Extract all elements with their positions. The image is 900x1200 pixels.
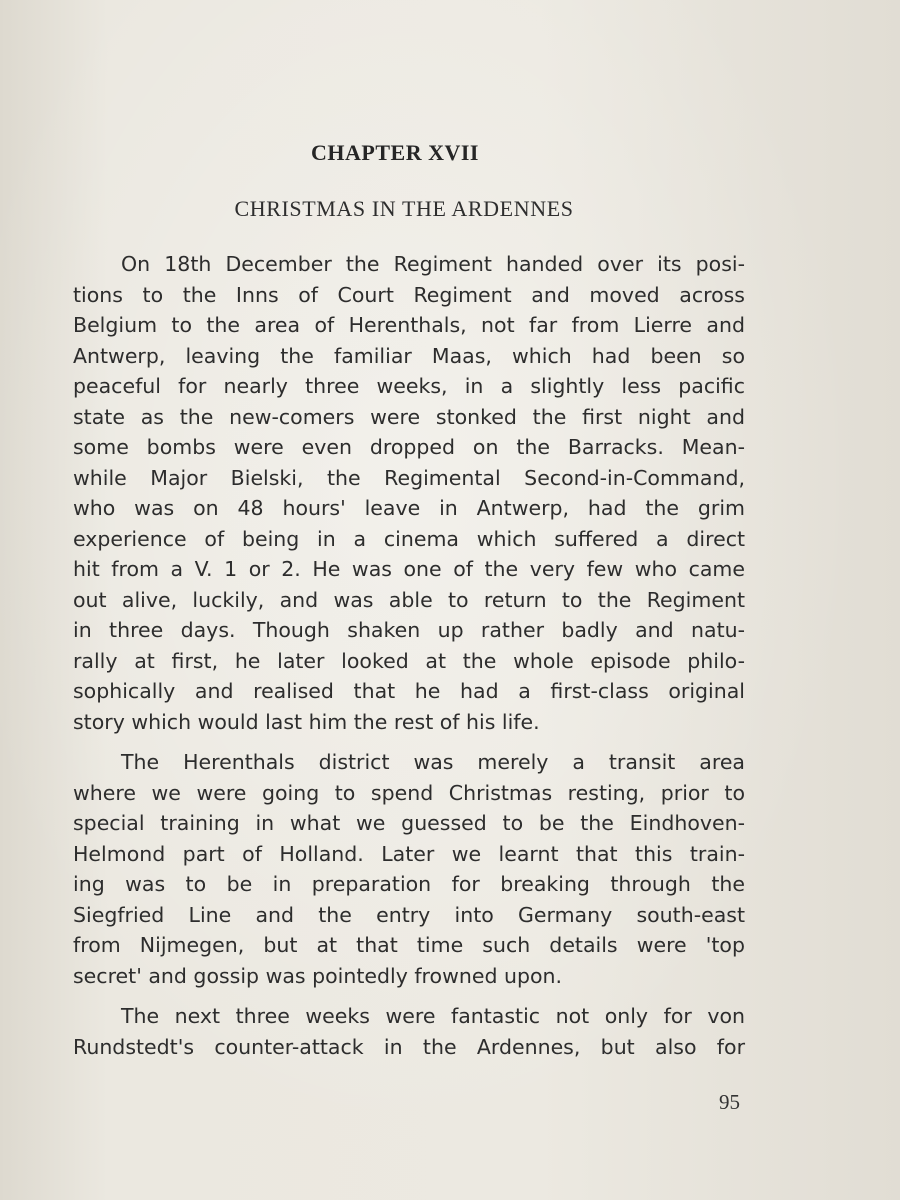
- text-line: sophically and realised that he had a first-class original: [73, 679, 745, 703]
- text-line: while Major Bielski, the Regimental Second-in-Command,: [73, 465, 745, 490]
- text-line: The Herenthals district was merely a transit area: [121, 750, 745, 774]
- paragraph-2: [73, 747, 745, 991]
- text-line: in three days. Though shaken up rather badly and natu-: [73, 618, 745, 642]
- text-line: rally at first, he later looked at the whole episode philo-: [73, 648, 745, 673]
- text-line: where we were going to spend Christmas resting, prior to: [73, 780, 745, 805]
- text-line: Antwerp, leaving the familiar Maas, which had been so: [73, 343, 745, 368]
- chapter-number: CHAPTER XVII: [311, 140, 479, 165]
- text-line: from Nijmegen, but at that time such details were 'top: [73, 933, 745, 957]
- text-line: special training in what we guessed to be the Eindhoven-: [73, 811, 745, 835]
- text-line: On 18th December the Regiment handed over its posi-: [121, 252, 745, 276]
- text-line: peaceful for nearly three weeks, in a slightly less pacific: [73, 374, 745, 398]
- text-line: Siegfried Line and the entry into Germany south-east: [73, 902, 745, 927]
- text-line: Rundstedt's counter-attack in the Ardennes, but also for: [73, 1034, 745, 1059]
- text-line: story which would last him the rest of his life.: [73, 709, 540, 734]
- text-line: some bombs were even dropped on the Barracks. Mean-: [73, 435, 745, 459]
- chapter-title: CHRISTMAS IN THE ARDENNES: [234, 196, 574, 221]
- text-line: secret' and gossip was pointedly frowned upon.: [73, 963, 563, 988]
- paragraph-gap: [73, 737, 745, 747]
- text-line: state as the new-comers were stonked the first night and: [73, 404, 745, 429]
- text-line: hit from a V. 1 or 2. He was one of the very few who came: [73, 557, 745, 581]
- text-line: The next three weeks were fantastic not only for von: [121, 1004, 745, 1028]
- paragraph-gap: [73, 991, 745, 1001]
- text-line: Helmond part of Holland. Later we learnt that this train-: [73, 841, 745, 866]
- body-text: [73, 249, 745, 1062]
- paragraph-1: [73, 249, 745, 737]
- text-line: experience of being in a cinema which suffered a direct: [73, 526, 745, 551]
- text-line: tions to the Inns of Court Regiment and moved across: [73, 282, 745, 307]
- text-line: Belgium to the area of Herenthals, not far from Lierre and: [73, 313, 745, 337]
- page-number: 95: [719, 1090, 740, 1114]
- text-line: ing was to be in preparation for breaking through the: [73, 872, 745, 896]
- text-line: who was on 48 hours' leave in Antwerp, had the grim: [73, 496, 745, 520]
- paragraph-3: [73, 1001, 745, 1062]
- text-line: out alive, luckily, and was able to return to the Regiment: [73, 587, 745, 612]
